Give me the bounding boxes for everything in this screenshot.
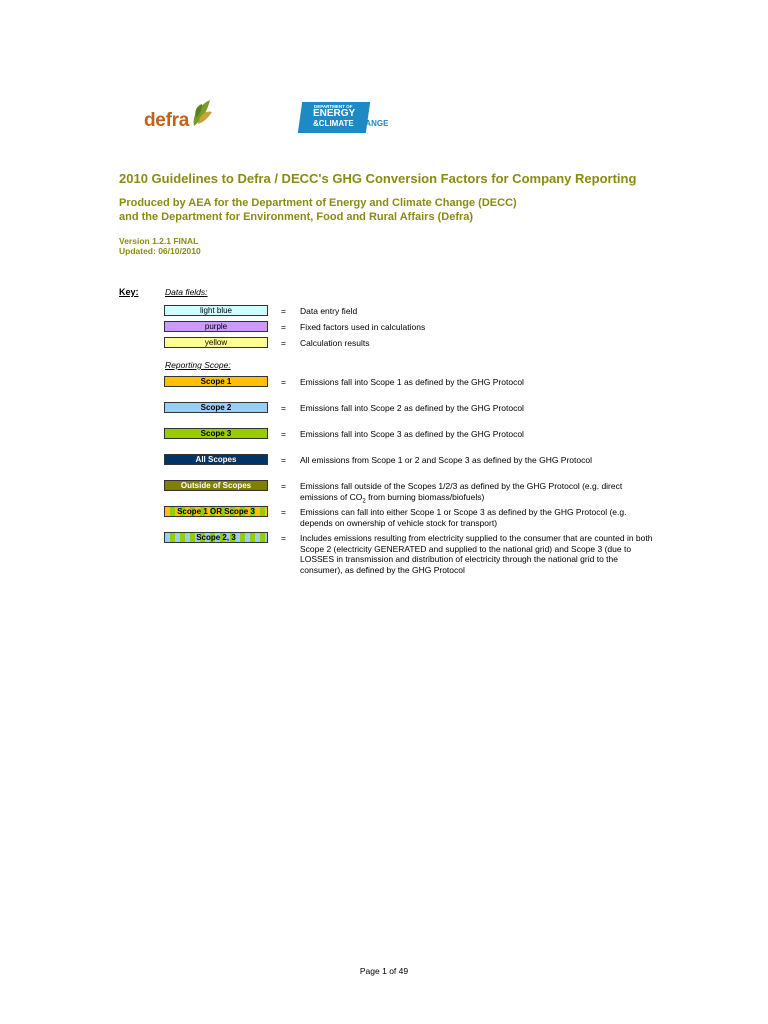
key-label: Key: <box>119 287 139 297</box>
reporting-scope-heading: Reporting Scope: <box>165 360 231 370</box>
description-line <box>300 492 700 507</box>
description-text: from burning biomass/biofuels) <box>365 491 485 502</box>
swatch-scope-1-or-3: Scope 1 OR Scope 3 <box>164 506 268 517</box>
decc-logo-climate: &CLIMATE <box>313 119 354 128</box>
updated-date: Updated: 06/10/2010 <box>119 246 201 256</box>
defra-logo <box>144 98 214 134</box>
swatch-purple: purple <box>164 321 268 332</box>
producer-line-2: and the Department for Environment, Food and Rural Affairs (Defra) <box>119 211 474 223</box>
data-fields-heading: Data fields: <box>165 287 208 297</box>
decc-logo-line1: DEPARTMENT OF <box>314 104 353 109</box>
swatch-outside-of-scopes: Outside of Scopes <box>164 480 268 491</box>
swatch-all-scopes: All Scopes <box>164 454 268 465</box>
description-scope-3: Emissions fall into Scope 3 as defined by the GHG Protocol <box>300 429 524 439</box>
description-scope-2-3 <box>300 533 700 575</box>
description-data-entry: Data entry field <box>300 306 358 316</box>
swatch-scope-3: Scope 3 <box>164 428 268 439</box>
producer-line-1: Produced by AEA for the Department of Energy and Climate Change (DECC) <box>119 197 517 209</box>
description-scope-1-or-3 <box>300 507 700 528</box>
swatch-yellow: yellow <box>164 337 268 348</box>
description-all-scopes: All emissions from Scope 1 or 2 and Scope 3 as defined by the GHG Protocol <box>300 455 592 465</box>
description-line: Includes emissions resulting from electricity supplied to the consumer that are counted in both <box>300 533 653 543</box>
decc-logo <box>300 100 410 133</box>
swatch-scope-1: Scope 1 <box>164 376 268 387</box>
description-outside-of-scopes <box>300 481 700 507</box>
equals-sign: = <box>281 377 286 387</box>
equals-sign: = <box>281 306 286 316</box>
subscript: 2 <box>362 498 366 505</box>
equals-sign: = <box>281 507 286 517</box>
description-line: Emissions fall outside of the Scopes 1/2/3 as defined by the GHG Protocol (e.g. direct <box>300 481 623 491</box>
version-label: Version 1.2.1 FINAL <box>119 236 199 246</box>
equals-sign: = <box>281 338 286 348</box>
description-line: Emissions can fall into either Scope 1 or Scope 3 as defined by the GHG Protocol (e.g. <box>300 507 627 517</box>
leaf-icon <box>190 98 214 128</box>
swatch-scope-2-3: Scope 2, 3 <box>164 532 268 543</box>
page-title: 2010 Guidelines to Defra / DECC's GHG Conversion Factors for Company Reporting <box>119 171 637 186</box>
decc-logo-line2: ENERGY <box>313 108 356 119</box>
equals-sign: = <box>281 455 286 465</box>
description-line: Scope 2 (electricity GENERATED and supplied to the national grid) and Scope 3 (due to <box>300 543 632 554</box>
description-calculation-results: Calculation results <box>300 338 370 348</box>
equals-sign: = <box>281 481 286 491</box>
decc-logo-line3 <box>313 119 388 129</box>
swatch-scope-2: Scope 2 <box>164 402 268 413</box>
equals-sign: = <box>281 322 286 332</box>
equals-sign: = <box>281 429 286 439</box>
swatch-light-blue: light blue <box>164 305 268 316</box>
equals-sign: = <box>281 403 286 413</box>
description-line: consumer), as defined by the GHG Protocol <box>300 564 465 575</box>
equals-sign: = <box>281 533 286 543</box>
description-line: depends on ownership of vehicle stock for transport) <box>300 517 498 528</box>
defra-logo-text: defra <box>144 110 189 131</box>
page-number: Page 1 of 49 <box>359 966 409 976</box>
description-text: emissions of CO <box>300 491 363 502</box>
description-scope-2: Emissions fall into Scope 2 as defined by the GHG Protocol <box>300 403 524 413</box>
decc-logo-change: CHANGE <box>353 119 389 128</box>
description-line: LOSSES in transmission and distribution of electricity through the national grid to the <box>300 554 618 564</box>
description-fixed-factors: Fixed factors used in calculations <box>300 322 426 332</box>
description-scope-1: Emissions fall into Scope 1 as defined by the GHG Protocol <box>300 377 524 387</box>
